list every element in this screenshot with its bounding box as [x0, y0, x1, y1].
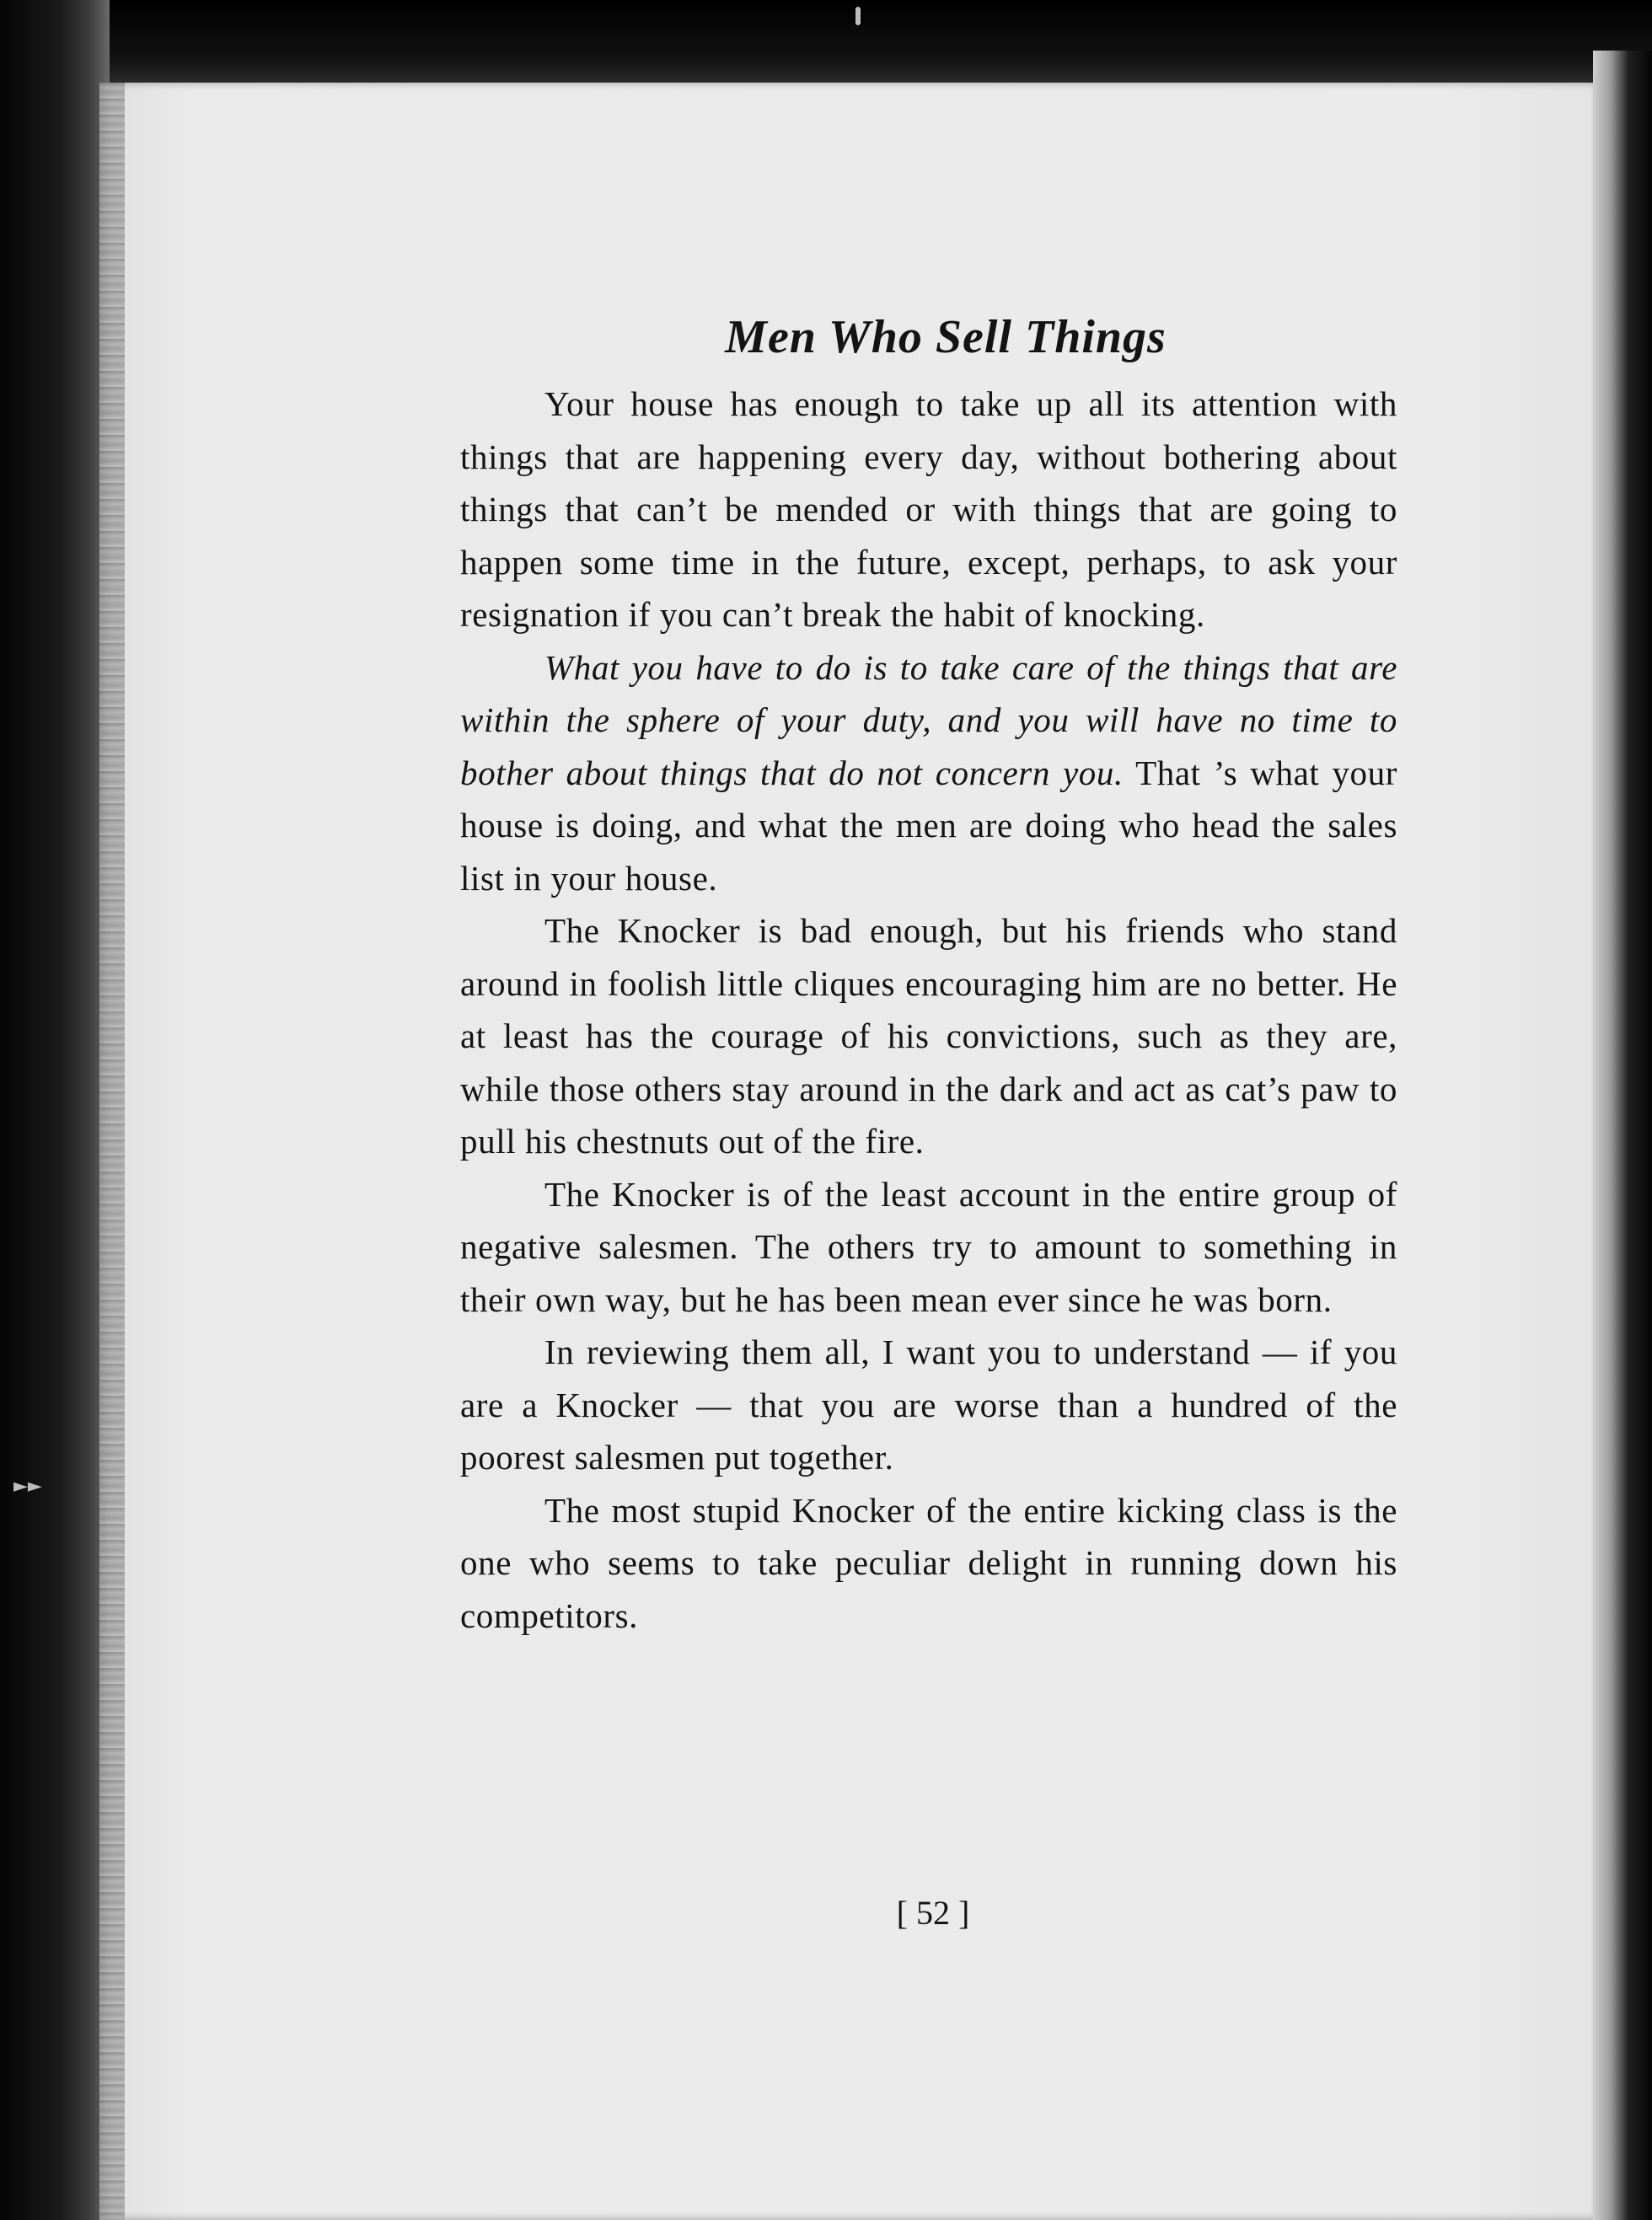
italic-text: What you have to do is to take care of the things that are within the sphere of your duty, and you will have no time to bother about things that do not concern you.: [460, 647, 1397, 792]
paragraph: [460, 1326, 1397, 1484]
paragraph: [460, 1484, 1397, 1643]
running-head: Men Who Sell Things: [725, 311, 1167, 363]
paragraph: [460, 904, 1397, 1168]
text-run: That ’s what your house is doing, and what the men are doing who head the sales list in your house.: [460, 753, 1398, 898]
page-edge: [99, 83, 125, 2220]
page-number: [ 52 ]: [896, 1894, 970, 1932]
scan-mark: [856, 7, 861, 25]
text-run: Your house has enough to take up all its attention with things that are happening every day, without bothering about things that can’t be mended or with things that are going to happen some time in the future, except, perhaps, to ask your resignation if you can’t break the habit of knocking.: [460, 384, 1397, 634]
text-block: [460, 303, 1397, 1642]
text-run: In reviewing them all, I want you to understand — if you are a Knocker — that you are worse than a hundred of the poorest salesmen put together.: [460, 1333, 1397, 1477]
facing-page-edge: [1593, 51, 1652, 2220]
paragraph: [460, 641, 1397, 905]
paragraph: [460, 1168, 1397, 1327]
book-spine: [0, 0, 110, 2220]
text-run: The most stupid Knocker of the entire kicking class is the one who seems to take peculiar delight in running down his competitors.: [460, 1490, 1397, 1635]
margin-mark: ►►: [13, 1476, 42, 1497]
text-run: The Knocker is bad enough, but his friends who stand around in foolish little cliques encouraging him are no better. He at least has the courage of his convictions, such as they are, while those others stay around in the dark and act as cat’s paw to pull his chestnuts out of the fire.: [460, 911, 1397, 1161]
body-text: [460, 378, 1397, 1642]
top-shadow: [110, 0, 1652, 83]
paragraph: [460, 378, 1397, 641]
text-run: The Knocker is of the least account in the entire group of negative salesmen. The others try to amount to something in their own way, but he has been mean ever since he was born.: [460, 1174, 1397, 1319]
